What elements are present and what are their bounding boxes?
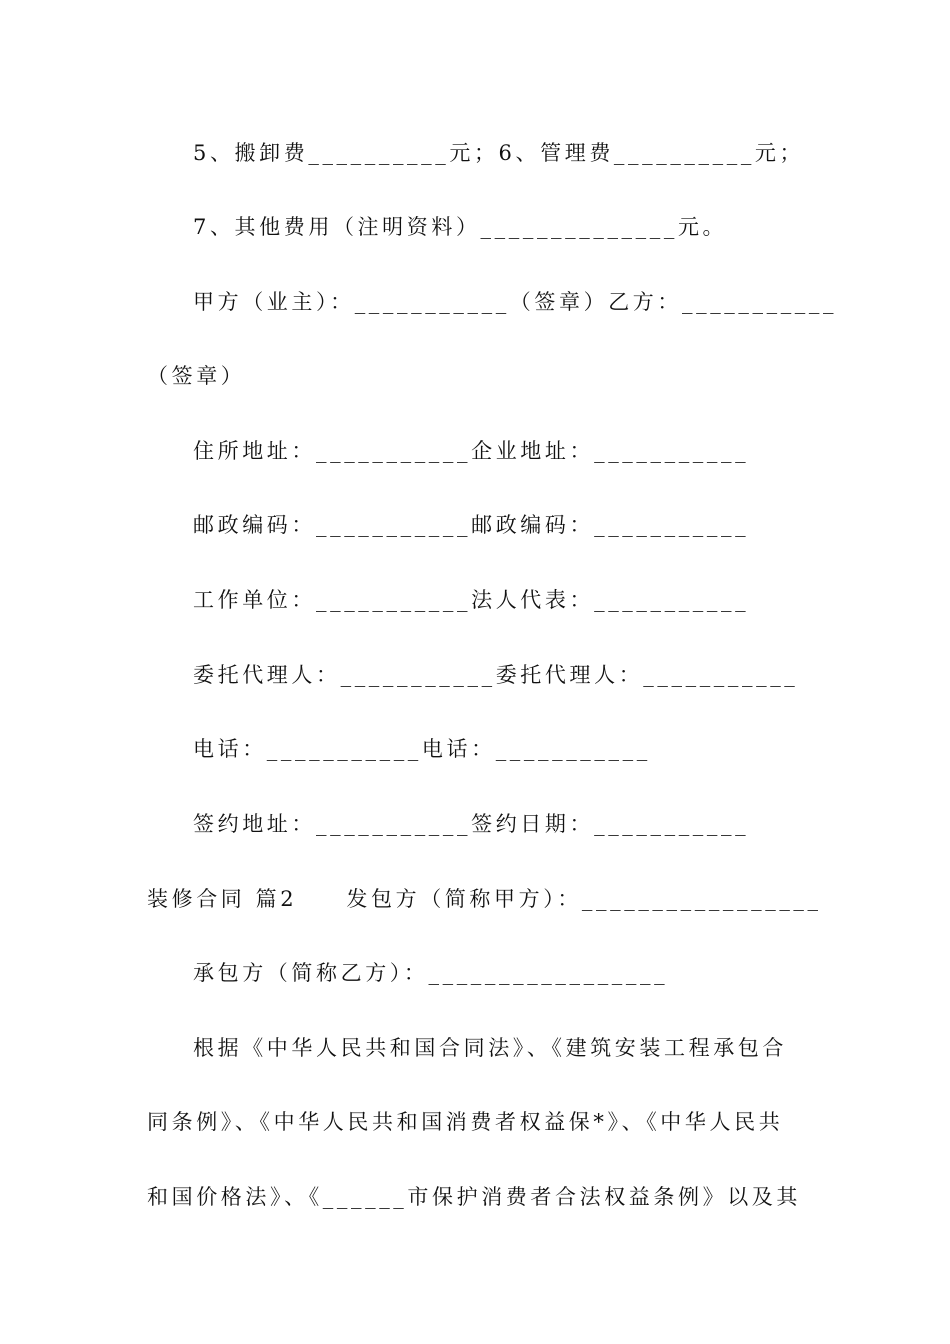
fee-line-handling-management: 5、搬卸费__________元；6、管理费__________元；: [193, 141, 805, 165]
work-unit-line: 工作单位：___________法人代表：___________: [193, 588, 750, 612]
fee-line-other-costs: 7、其他费用（注明资料）______________元。: [193, 215, 728, 239]
body-paragraph-line-3: 和国价格法》、《______市保护消费者合法权益条例》以及其: [147, 1185, 801, 1209]
address-line: 住所地址：___________企业地址：___________: [193, 439, 750, 463]
signing-place-date-line: 签约地址：___________签约日期：___________: [193, 812, 750, 836]
contract-2-heading-line: 装修合同 篇2 发包方（简称甲方）：_________________: [147, 887, 822, 911]
agent-line: 委托代理人：___________委托代理人：___________: [193, 663, 799, 687]
body-paragraph-line-1: 根据《中华人民共和国合同法》、《建筑安装工程承包合: [193, 1036, 787, 1060]
postal-code-line: 邮政编码：___________邮政编码：___________: [193, 513, 750, 537]
phone-line: 电话：___________电话：___________: [193, 737, 651, 761]
signature-seal-line: （签章）: [147, 364, 246, 388]
body-paragraph-line-2: 同条例》、《中华人民共和国消费者权益保*》、《中华人民共: [147, 1110, 784, 1134]
signature-party-line: 甲方（业主）：___________（签章）乙方：___________: [193, 290, 838, 314]
contractor-line: 承包方（简称乙方）：_________________: [193, 961, 669, 985]
